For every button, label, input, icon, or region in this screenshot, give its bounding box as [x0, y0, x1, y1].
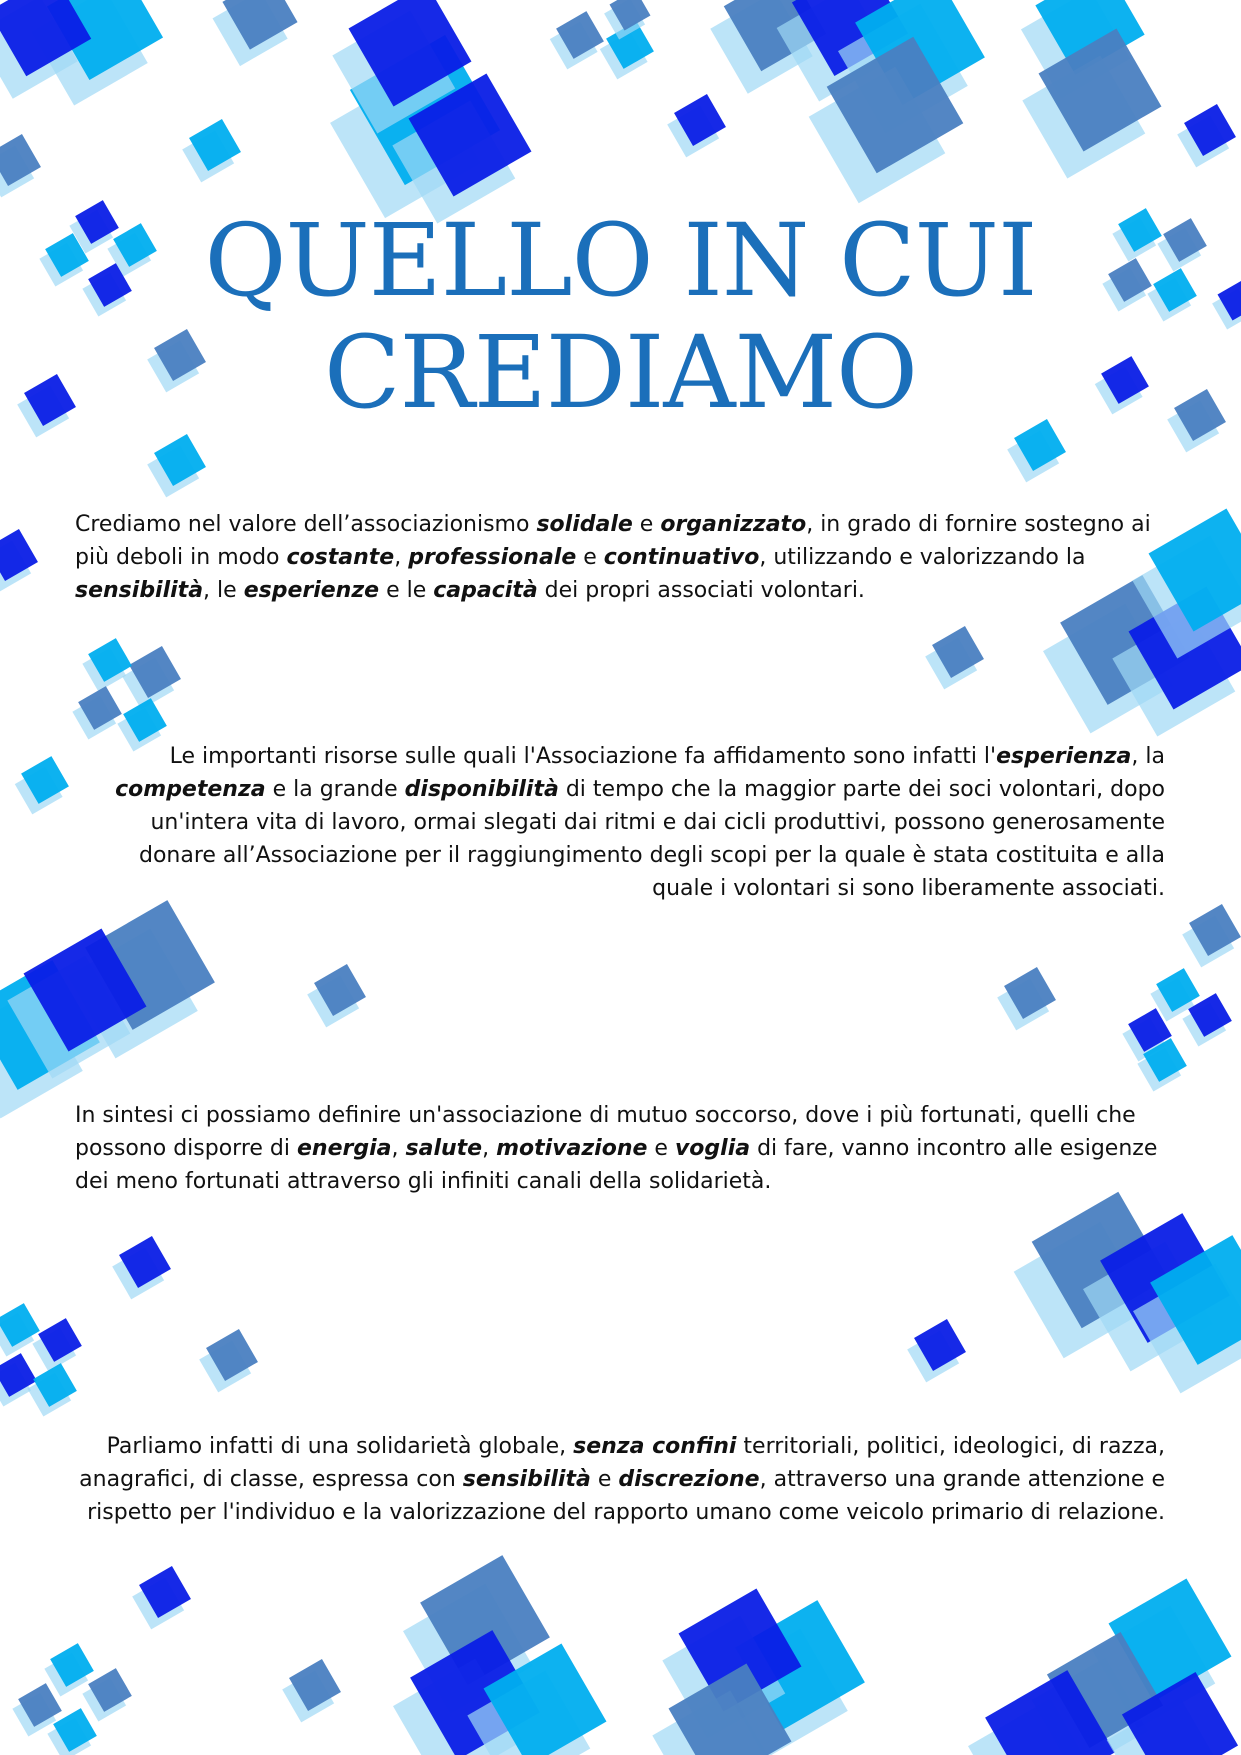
text-run: ,: [391, 1136, 406, 1161]
text-run: , le: [203, 578, 244, 603]
text-run: e le: [379, 578, 434, 603]
text-run: Parliamo infatti di una solidarietà globale,: [106, 1434, 574, 1459]
text-run: e: [647, 1136, 675, 1161]
text-run: , utilizzando e valorizzando la: [759, 545, 1086, 570]
emphasis-word: sensibilità: [75, 578, 204, 603]
emphasis-word: voglia: [674, 1136, 751, 1161]
title-line-1: QUELLO IN CUI: [204, 202, 1037, 319]
text-run: , attraverso una grande attenzione e rispetto per l'individuo e la valorizzazione del rapporto umano come veicolo primario di relazione.: [87, 1467, 1165, 1525]
emphasis-word: salute: [405, 1136, 483, 1161]
paragraph-1: [75, 508, 1165, 607]
emphasis-word: esperienze: [243, 578, 380, 603]
text-run: In sintesi ci possiamo definire un'associazione di mutuo soccorso, dove i più fortunati, quelli che possono disporre di: [75, 1103, 1136, 1161]
paragraph-3: [75, 1099, 1165, 1198]
emphasis-word: disponibilità: [404, 777, 559, 802]
text-run: di fare, vanno incontro alle esigenze dei meno fortunati attraverso gli infiniti canali della solidarietà.: [75, 1136, 1158, 1194]
page-title: [0, 202, 1241, 431]
emphasis-word: motivazione: [496, 1136, 648, 1161]
text-run: e: [590, 1467, 619, 1492]
emphasis-word: discrezione: [618, 1467, 760, 1492]
text-run: e la grande: [265, 777, 405, 802]
emphasis-word: capacità: [433, 578, 538, 603]
text-run: ,: [482, 1136, 497, 1161]
text-run: territoriali, politici, ideologici, di razza, anagrafici, di classe, espressa con: [79, 1434, 1165, 1492]
text-run: , in grado di fornire sostegno ai più deboli in modo: [75, 512, 1151, 570]
paragraph-4: [75, 1430, 1165, 1529]
text-run: ,: [394, 545, 409, 570]
text-run: , la: [1131, 744, 1165, 769]
emphasis-word: competenza: [115, 777, 266, 802]
text-run: Crediamo nel valore dell’associazionismo: [75, 512, 537, 537]
decorative-square-shape: [0, 134, 41, 186]
title-line-2: CREDIAMO: [323, 314, 918, 431]
emphasis-word: organizzato: [660, 512, 807, 537]
text-run: e: [576, 545, 604, 570]
emphasis-word: costante: [286, 545, 395, 570]
text-run: Le importanti risorse sulle quali l'Associazione fa affidamento sono infatti l': [169, 744, 997, 769]
emphasis-word: professionale: [408, 545, 577, 570]
emphasis-word: sensibilità: [462, 1467, 591, 1492]
emphasis-word: solidale: [536, 512, 633, 537]
text-run: e: [632, 512, 661, 537]
emphasis-word: esperienza: [996, 744, 1132, 769]
text-run: di tempo che la maggior parte dei soci volontari, dopo un'intera vita di lavoro, ormai slegati dai ritmi e dai cicli produttivi, possono generosamente donare all’Associazione per il raggiungimento degli scopi per la quale è stata costituita e alla quale i volontari si sono liberamente associati.: [138, 777, 1165, 901]
emphasis-word: energia: [297, 1136, 392, 1161]
paragraph-2: [75, 740, 1165, 905]
text-run: dei propri associati volontari.: [537, 578, 865, 603]
emphasis-word: continuativo: [603, 545, 760, 570]
emphasis-word: senza confini: [573, 1434, 737, 1459]
